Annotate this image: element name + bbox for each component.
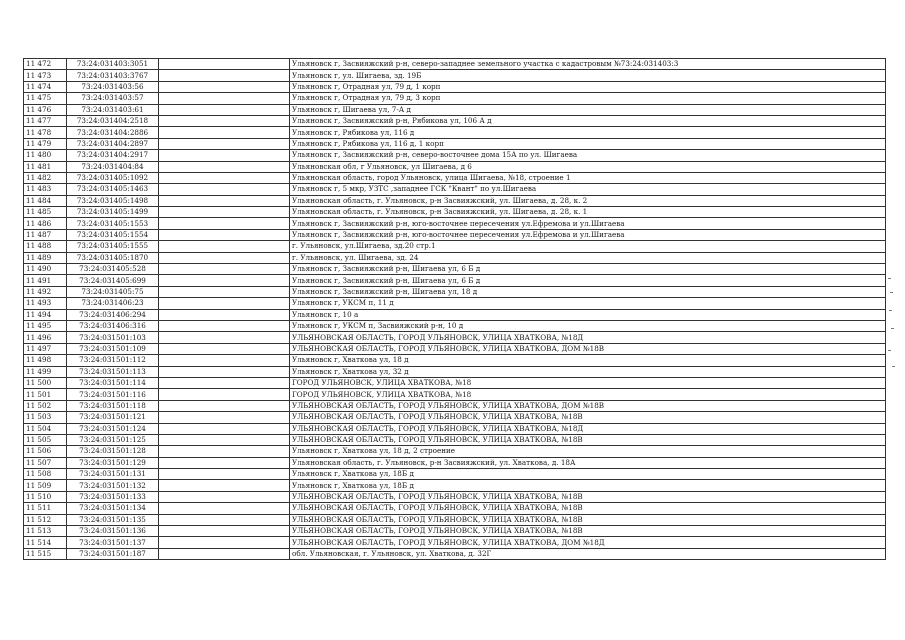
table-row	[24, 320, 886, 331]
table-row	[24, 309, 886, 320]
address-cell: Ульяновск г, УКСМ п, 11 д	[290, 298, 886, 309]
empty-cell	[159, 195, 290, 206]
row-number-cell: 11 506	[24, 446, 67, 457]
row-number-cell: 11 480	[24, 150, 67, 161]
row-number-cell: 11 514	[24, 537, 67, 548]
row-number-cell: 11 495	[24, 320, 67, 331]
row-number-cell: 11 479	[24, 138, 67, 149]
address-cell: УЛЬЯНОВСКАЯ ОБЛАСТЬ, ГОРОД УЛЬЯНОВСК, УЛИЦА ХВАТКОВА, №18В	[290, 434, 886, 445]
address-cell: Ульяновск г, Хваткова ул, 18 д, 2 строение	[290, 446, 886, 457]
table-row	[24, 150, 886, 161]
address-cell: Ульяновск г, Засвияжский р-н, северо-западнее земельного участка с кадастровым №73:24:031403:3	[290, 59, 886, 70]
address-cell: Ульяновск г, Хваткова ул, 18Б д	[290, 469, 886, 480]
address-cell: УЛЬЯНОВСКАЯ ОБЛАСТЬ, ГОРОД УЛЬЯНОВСК, УЛИЦА ХВАТКОВА, №18В	[290, 491, 886, 502]
empty-cell	[159, 115, 290, 126]
empty-cell	[159, 229, 290, 240]
cadastral-number-cell: 73:24:031403:3767	[67, 70, 159, 81]
address-cell: УЛЬЯНОВСКАЯ ОБЛАСТЬ, ГОРОД УЛЬЯНОВСК, УЛИЦА ХВАТКОВА, ДОМ №18Д	[290, 537, 886, 548]
address-cell: Ульяновск г, Хваткова ул, 18 д	[290, 355, 886, 366]
table-row	[24, 115, 886, 126]
cadastral-number-cell: 73:24:031404:2886	[67, 127, 159, 138]
row-number-cell: 11 504	[24, 423, 67, 434]
address-cell: Ульяновская область, г. Ульяновск, р-н Засвияжский, ул. Хваткова, д. 18А	[290, 457, 886, 468]
table-row	[24, 423, 886, 434]
cadastral-number-cell: 73:24:031403:57	[67, 93, 159, 104]
row-number-cell: 11 505	[24, 434, 67, 445]
empty-cell	[159, 59, 290, 70]
table-row	[24, 104, 886, 115]
empty-cell	[159, 503, 290, 514]
address-cell: Ульяновск г, Хваткова ул, 18Б д	[290, 480, 886, 491]
row-number-cell: 11 500	[24, 377, 67, 388]
row-number-cell: 11 492	[24, 286, 67, 297]
cadastral-number-cell: 73:24:031501:109	[67, 343, 159, 354]
row-number-cell: 11 482	[24, 172, 67, 183]
cadastral-number-cell: 73:24:031501:129	[67, 457, 159, 468]
empty-cell	[159, 241, 290, 252]
table-row	[24, 503, 886, 514]
table-row	[24, 275, 886, 286]
address-cell: УЛЬЯНОВСКАЯ ОБЛАСТЬ, ГОРОД УЛЬЯНОВСК, УЛИЦА ХВАТКОВА, №18В	[290, 503, 886, 514]
table-row	[24, 514, 886, 525]
row-number-cell: 11 491	[24, 275, 67, 286]
address-cell: УЛЬЯНОВСКАЯ ОБЛАСТЬ, ГОРОД УЛЬЯНОВСК, УЛИЦА ХВАТКОВА, №18В	[290, 526, 886, 537]
empty-cell	[159, 127, 290, 138]
address-cell: Ульяновск г, Засвияжский р-н, Рябикова ул, 106 А д	[290, 115, 886, 126]
row-number-cell: 11 496	[24, 332, 67, 343]
table-row	[24, 389, 886, 400]
empty-cell	[159, 343, 290, 354]
cadastral-number-cell: 73:24:031501:136	[67, 526, 159, 537]
table-row	[24, 229, 886, 240]
address-cell: Ульяновск г, ул. Шигаева, зд. 19Б	[290, 70, 886, 81]
row-number-cell: 11 501	[24, 389, 67, 400]
empty-cell	[159, 264, 290, 275]
address-cell: г. Ульяновск, ул.Шигаева, зд.20 стр.1	[290, 241, 886, 252]
address-cell: Ульяновск г, Шигаева ул, 7-А д	[290, 104, 886, 115]
empty-cell	[159, 218, 290, 229]
empty-cell	[159, 138, 290, 149]
table-row	[24, 93, 886, 104]
table-row	[24, 343, 886, 354]
cadastral-number-cell: 73:24:031405:1498	[67, 195, 159, 206]
address-cell: Ульяновская обл, г Ульяновск, ул Шигаева, д 6	[290, 161, 886, 172]
table-row	[24, 127, 886, 138]
address-cell: Ульяновск г, Засвияжский р-н, Шигаева ул, 6 Б д	[290, 275, 886, 286]
row-number-cell: 11 489	[24, 252, 67, 263]
table-row	[24, 469, 886, 480]
cadastral-number-cell: 73:24:031403:3051	[67, 59, 159, 70]
cadastral-number-cell: 73:24:031501:124	[67, 423, 159, 434]
registry-table	[23, 58, 886, 560]
cadastral-number-cell: 73:24:031403:56	[67, 81, 159, 92]
address-cell: УЛЬЯНОВСКАЯ ОБЛАСТЬ, ГОРОД УЛЬЯНОВСК, УЛИЦА ХВАТКОВА, №18Д	[290, 332, 886, 343]
address-cell: г. Ульяновск, ул. Шигаева, зд. 24	[290, 252, 886, 263]
address-cell: ГОРОД УЛЬЯНОВСК, УЛИЦА ХВАТКОВА, №18	[290, 389, 886, 400]
row-number-cell: 11 477	[24, 115, 67, 126]
row-number-cell: 11 512	[24, 514, 67, 525]
cadastral-number-cell: 73:24:031405:699	[67, 275, 159, 286]
cadastral-number-cell: 73:24:031501:128	[67, 446, 159, 457]
empty-cell	[159, 104, 290, 115]
cadastral-number-cell: 73:24:031501:113	[67, 366, 159, 377]
table-row	[24, 138, 886, 149]
cadastral-number-cell: 73:24:031404:2897	[67, 138, 159, 149]
empty-cell	[159, 400, 290, 411]
cadastral-number-cell: 73:24:031501:121	[67, 412, 159, 423]
cadastral-number-cell: 73:24:031405:1554	[67, 229, 159, 240]
empty-cell	[159, 332, 290, 343]
cadastral-number-cell: 73:24:031501:133	[67, 491, 159, 502]
empty-cell	[159, 309, 290, 320]
address-cell: Ульяновск г, 5 мкр, УЗТС ,западнее ГСК "Квант" по ул.Шигаева	[290, 184, 886, 195]
address-cell: Ульяновск г, Отрадная ул, 79 д, 3 корп	[290, 93, 886, 104]
address-cell: УЛЬЯНОВСКАЯ ОБЛАСТЬ, ГОРОД УЛЬЯНОВСК, УЛИЦА ХВАТКОВА, №18В	[290, 514, 886, 525]
address-cell: обл. Ульяновская, г. Ульяновск, ул. Хваткова, д. 32Г	[290, 548, 886, 559]
cadastral-number-cell: 73:24:031501:125	[67, 434, 159, 445]
row-number-cell: 11 481	[24, 161, 67, 172]
row-number-cell: 11 486	[24, 218, 67, 229]
table-row	[24, 491, 886, 502]
table-row	[24, 377, 886, 388]
table-row	[24, 355, 886, 366]
cadastral-number-cell: 73:24:031405:1499	[67, 207, 159, 218]
cadastral-number-cell: 73:24:031405:75	[67, 286, 159, 297]
cadastral-number-cell: 73:24:031501:116	[67, 389, 159, 400]
table-row	[24, 298, 886, 309]
row-number-cell: 11 473	[24, 70, 67, 81]
cadastral-number-cell: 73:24:031501:132	[67, 480, 159, 491]
row-number-cell: 11 493	[24, 298, 67, 309]
empty-cell	[159, 70, 290, 81]
empty-cell	[159, 150, 290, 161]
empty-cell	[159, 93, 290, 104]
row-number-cell: 11 488	[24, 241, 67, 252]
empty-cell	[159, 320, 290, 331]
address-cell: Ульяновск г, Рябикова ул, 116 д	[290, 127, 886, 138]
empty-cell	[159, 161, 290, 172]
row-number-cell: 11 490	[24, 264, 67, 275]
empty-cell	[159, 81, 290, 92]
empty-cell	[159, 480, 290, 491]
table-row	[24, 218, 886, 229]
address-cell: УЛЬЯНОВСКАЯ ОБЛАСТЬ, ГОРОД УЛЬЯНОВСК, УЛИЦА ХВАТКОВА, №18В	[290, 412, 886, 423]
cadastral-number-cell: 73:24:031405:528	[67, 264, 159, 275]
empty-cell	[159, 184, 290, 195]
address-cell: Ульяновск г, Засвияжский р-н, Шигаева ул, 6 Б д	[290, 264, 886, 275]
empty-cell	[159, 412, 290, 423]
row-number-cell: 11 499	[24, 366, 67, 377]
table-row	[24, 184, 886, 195]
row-number-cell: 11 476	[24, 104, 67, 115]
empty-cell	[159, 457, 290, 468]
address-cell: Ульяновская область, г. Ульяновск, р-н Засвияжский, ул. Шигаева, д. 28, к. 2	[290, 195, 886, 206]
empty-cell	[159, 446, 290, 457]
cadastral-number-cell: 73:24:031404:2917	[67, 150, 159, 161]
table-row	[24, 172, 886, 183]
scan-margin-marks	[886, 270, 898, 380]
cadastral-number-cell: 73:24:031501:118	[67, 400, 159, 411]
cadastral-number-cell: 73:24:031405:1463	[67, 184, 159, 195]
cadastral-number-cell: 73:24:031404:84	[67, 161, 159, 172]
empty-cell	[159, 252, 290, 263]
address-cell: Ульяновск г, Засвияжский р-н, северо-восточнее дома 15А по ул. Шигаева	[290, 150, 886, 161]
cadastral-number-cell: 73:24:031501:135	[67, 514, 159, 525]
empty-cell	[159, 275, 290, 286]
address-cell: Ульяновск г, УКСМ п, Засвияжский р-н, 10 д	[290, 320, 886, 331]
cadastral-number-cell: 73:24:031405:1870	[67, 252, 159, 263]
table-row	[24, 332, 886, 343]
row-number-cell: 11 494	[24, 309, 67, 320]
cadastral-number-cell: 73:24:031501:131	[67, 469, 159, 480]
address-cell: УЛЬЯНОВСКАЯ ОБЛАСТЬ, ГОРОД УЛЬЯНОВСК, УЛИЦА ХВАТКОВА, №18Д	[290, 423, 886, 434]
address-cell: ГОРОД УЛЬЯНОВСК, УЛИЦА ХВАТКОВА, №18	[290, 377, 886, 388]
table-row	[24, 241, 886, 252]
cadastral-number-cell: 73:24:031501:137	[67, 537, 159, 548]
empty-cell	[159, 207, 290, 218]
table-row	[24, 412, 886, 423]
address-cell: Ульяновск г, Отрадная ул, 79 д, 1 корп	[290, 81, 886, 92]
empty-cell	[159, 423, 290, 434]
cadastral-number-cell: 73:24:031405:1553	[67, 218, 159, 229]
row-number-cell: 11 484	[24, 195, 67, 206]
table-row	[24, 526, 886, 537]
table-row	[24, 400, 886, 411]
row-number-cell: 11 507	[24, 457, 67, 468]
cadastral-number-cell: 73:24:031405:1555	[67, 241, 159, 252]
row-number-cell: 11 474	[24, 81, 67, 92]
row-number-cell: 11 472	[24, 59, 67, 70]
empty-cell	[159, 434, 290, 445]
cadastral-number-cell: 73:24:031405:1092	[67, 172, 159, 183]
cadastral-number-cell: 73:24:031501:103	[67, 332, 159, 343]
row-number-cell: 11 497	[24, 343, 67, 354]
document-page	[23, 58, 885, 560]
table-row	[24, 434, 886, 445]
address-cell: Ульяновск г, Засвияжский р-н, юго-восточнее пересечения ул.Ефремова и ул.Шигаева	[290, 229, 886, 240]
row-number-cell: 11 485	[24, 207, 67, 218]
address-cell: Ульяновск г, 10 а	[290, 309, 886, 320]
empty-cell	[159, 366, 290, 377]
empty-cell	[159, 377, 290, 388]
table-row	[24, 252, 886, 263]
table-row	[24, 548, 886, 559]
row-number-cell: 11 475	[24, 93, 67, 104]
empty-cell	[159, 172, 290, 183]
empty-cell	[159, 514, 290, 525]
cadastral-number-cell: 73:24:031404:2518	[67, 115, 159, 126]
empty-cell	[159, 298, 290, 309]
table-row	[24, 537, 886, 548]
address-cell: Ульяновск г, Хваткова ул, 32 д	[290, 366, 886, 377]
row-number-cell: 11 478	[24, 127, 67, 138]
empty-cell	[159, 355, 290, 366]
row-number-cell: 11 487	[24, 229, 67, 240]
table-row	[24, 195, 886, 206]
address-cell: Ульяновская область, г. Ульяновск, р-н Засвияжский, ул. Шигаева, д. 28, к. 1	[290, 207, 886, 218]
row-number-cell: 11 503	[24, 412, 67, 423]
address-cell: УЛЬЯНОВСКАЯ ОБЛАСТЬ, ГОРОД УЛЬЯНОВСК, УЛИЦА ХВАТКОВА, ДОМ №18В	[290, 400, 886, 411]
cadastral-number-cell: 73:24:031501:187	[67, 548, 159, 559]
address-cell: УЛЬЯНОВСКАЯ ОБЛАСТЬ, ГОРОД УЛЬЯНОВСК, УЛИЦА ХВАТКОВА, ДОМ №18В	[290, 343, 886, 354]
address-cell: Ульяновск г, Рябикова ул, 116 д, 1 корп	[290, 138, 886, 149]
empty-cell	[159, 491, 290, 502]
empty-cell	[159, 469, 290, 480]
address-cell: Ульяновская область, город Ульяновск, улица Шигаева, №18, строение 1	[290, 172, 886, 183]
table-row	[24, 480, 886, 491]
table-row	[24, 446, 886, 457]
table-row	[24, 264, 886, 275]
empty-cell	[159, 526, 290, 537]
cadastral-number-cell: 73:24:031501:114	[67, 377, 159, 388]
table-row	[24, 366, 886, 377]
empty-cell	[159, 548, 290, 559]
row-number-cell: 11 510	[24, 491, 67, 502]
cadastral-number-cell: 73:24:031406:294	[67, 309, 159, 320]
cadastral-number-cell: 73:24:031406:316	[67, 320, 159, 331]
table-row	[24, 81, 886, 92]
cadastral-number-cell: 73:24:031501:112	[67, 355, 159, 366]
row-number-cell: 11 515	[24, 548, 67, 559]
row-number-cell: 11 498	[24, 355, 67, 366]
address-cell: Ульяновск г, Засвияжский р-н, юго-восточнее пересечения ул.Ефремова и ул.Шигаева	[290, 218, 886, 229]
address-cell: Ульяновск г, Засвияжский р-н, Шигаева ул, 18 д	[290, 286, 886, 297]
row-number-cell: 11 483	[24, 184, 67, 195]
cadastral-number-cell: 73:24:031403:61	[67, 104, 159, 115]
registry-table-body	[24, 59, 886, 560]
row-number-cell: 11 502	[24, 400, 67, 411]
cadastral-number-cell: 73:24:031406:23	[67, 298, 159, 309]
table-row	[24, 70, 886, 81]
table-row	[24, 457, 886, 468]
cadastral-number-cell: 73:24:031501:134	[67, 503, 159, 514]
row-number-cell: 11 511	[24, 503, 67, 514]
row-number-cell: 11 513	[24, 526, 67, 537]
table-row	[24, 286, 886, 297]
row-number-cell: 11 508	[24, 469, 67, 480]
table-row	[24, 161, 886, 172]
table-row	[24, 59, 886, 70]
row-number-cell: 11 509	[24, 480, 67, 491]
empty-cell	[159, 286, 290, 297]
table-row	[24, 207, 886, 218]
empty-cell	[159, 389, 290, 400]
empty-cell	[159, 537, 290, 548]
